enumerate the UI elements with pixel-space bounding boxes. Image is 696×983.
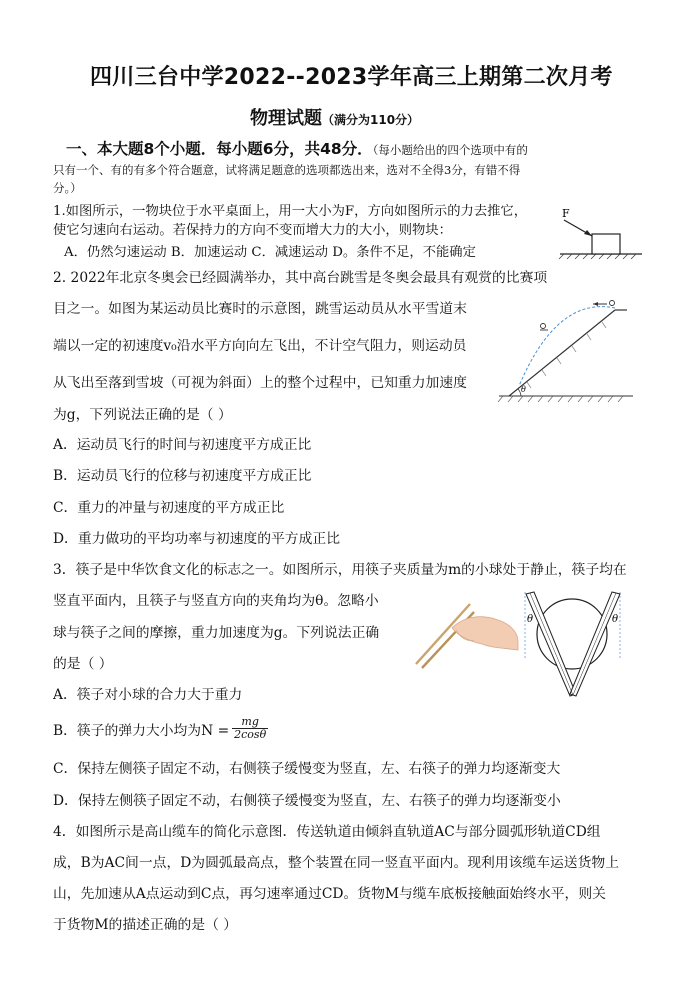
- q3-option-b: [53, 716, 268, 741]
- section-instruction-3: 分。）: [53, 181, 82, 195]
- q2-angle-label: θ: [521, 385, 526, 394]
- q4-line3: 山，先加速从A点运动到C点，再匀速率通过CD。货物M与缆车底板接触面始终水平，则关: [53, 886, 606, 902]
- q3-line2: 竖直平面内，且筷子与竖直方向的夹角均为θ。忽略小: [53, 593, 379, 609]
- q2-line5: 为g，下列说法正确的是（ ）: [53, 407, 232, 423]
- q3-angle-right: θ: [612, 614, 619, 625]
- q3-option-a: A．筷子对小球的合力大于重力: [53, 687, 243, 703]
- section-heading-line: [66, 137, 528, 159]
- q3-fraction-den: 2cosθ: [234, 728, 267, 741]
- q2-line4: 从飞出至落到雪坡（可视为斜面）上的整个过程中，已知重力加速度: [53, 375, 467, 391]
- q1-line2: 使它匀速向右运动。若保持力的方向不变而增大力的大小，则物块：: [53, 223, 452, 238]
- q1-figure: [556, 206, 646, 260]
- q3-option-d: D．保持左侧筷子固定不动，右侧筷子缓慢变为竖直，左、右筷子的弹力均逐渐变小: [53, 793, 561, 809]
- q3-line4: 的是（ ）: [53, 656, 113, 672]
- q4-line2: 成，B为AC间一点，D为圆弧最高点，整个装置在同一竖直平面内。现利用该缆车运送货物上: [53, 855, 619, 871]
- section-instruction-1: （每小题给出的四个选项中有的: [372, 143, 528, 157]
- q3-figure: [524, 590, 624, 700]
- section-heading: 一、本大题8个小题．每小题6分，共48分．: [66, 140, 373, 158]
- q3-fraction-num: mg: [241, 715, 259, 728]
- q3-line1: 3．筷子是中华饮食文化的标志之一。如图所示，用筷子夹质量为m的小球处于静止，筷子均在: [53, 562, 627, 578]
- q2-option-a: A．运动员飞行的时间与初速度平方成正比: [53, 437, 312, 453]
- q3-line3: 球与筷子之间的摩擦，重力加速度为g。下列说法正确: [53, 625, 380, 641]
- q2-option-d: D．重力做功的平均功率与初速度的平方成正比: [53, 531, 340, 547]
- exam-title: 四川三台中学2022--2023学年高三上期第二次月考: [90, 65, 613, 90]
- q1-options: A．仍然匀速运动 B．加速运动 C．减速运动 D。条件不足，不能确定: [64, 245, 476, 260]
- q1-line1: 1.如图所示，一物块位于水平桌面上，用一大小为F，方向如图所示的力去推它，: [53, 204, 528, 219]
- section-instruction-2: 只有一个、有的有多个符合题意，试将满足题意的选项都选出来，选对不全得3分，有错不得: [53, 163, 521, 177]
- q2-line2: 目之一。如图为某运动员比赛时的示意图，跳雪运动员从水平雪道末: [53, 301, 467, 317]
- exam-subtitle: [250, 104, 419, 130]
- q3-angle-left: θ: [527, 614, 534, 625]
- subject-title: 物理试题: [250, 108, 322, 129]
- q2-option-c: C．重力的冲量与初速度的平方成正比: [53, 500, 285, 516]
- q4-line4: 于货物M的描述正确的是（ ）: [53, 917, 238, 933]
- q2-line1: 2. 2022年北京冬奥会已经圆满举办，其中高台跳雪是冬奥会最具有观赏的比赛项: [53, 270, 548, 286]
- q2-figure: [497, 296, 637, 404]
- q1-force-label: F: [562, 207, 570, 220]
- q3-option-c: C．保持左侧筷子固定不动，右侧筷子缓慢变为竖直，左、右筷子的弹力均逐渐变大: [53, 761, 561, 777]
- score-note: （满分为110分）: [322, 113, 420, 127]
- q2-line3: 端以一定的初速度v₀沿水平方向向左飞出，不计空气阻力，则运动员: [53, 338, 467, 354]
- q4-line1: 4．如图所示是高山缆车的简化示意图．传送轨道由倾斜直轨道AC与部分圆弧形轨道CD组: [53, 824, 601, 840]
- hand-chopsticks-image: [412, 598, 520, 670]
- q2-option-b: B．运动员飞行的位移与初速度平方成正比: [53, 468, 312, 484]
- q3-fraction: [232, 716, 268, 741]
- q3-option-b-prefix: B．筷子的弹力大小均为N =: [53, 722, 230, 739]
